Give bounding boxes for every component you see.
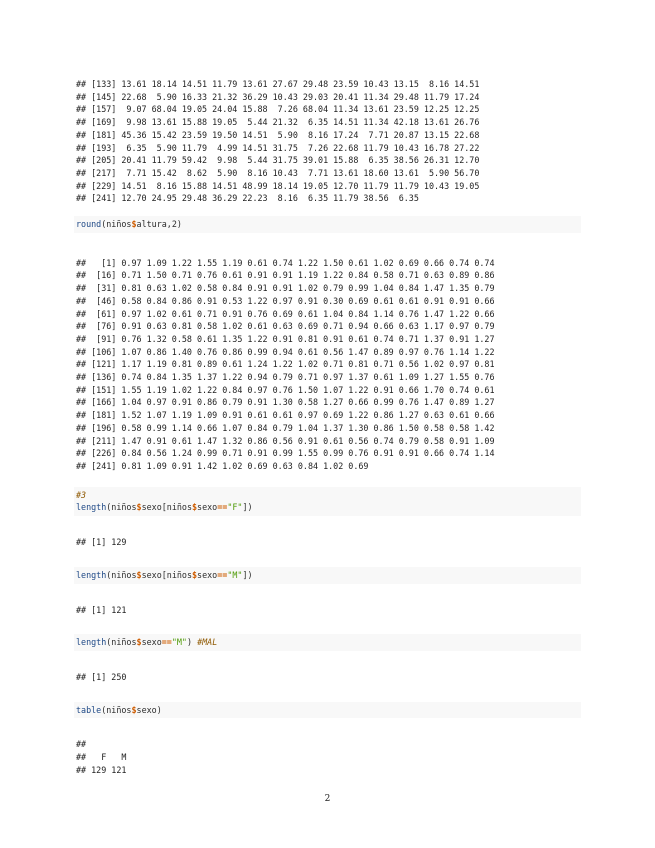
code-text: ) (186, 637, 198, 648)
output-line: ## [181] 45.36 15.42 23.59 19.50 14.51 5.90 8.16 17.24 7.71 20.87 13.15 22.68 (76, 129, 480, 140)
code-round-altura (74, 216, 581, 233)
code-text: (niños (101, 219, 132, 230)
code-operator: $ (136, 569, 142, 580)
code-function: table (76, 704, 102, 715)
code-function: length (76, 637, 107, 648)
output-line: ## 129 121 (76, 764, 127, 775)
output-line: ## [31] 0.81 0.63 1.02 0.58 0.84 0.91 0.91 1.02 0.79 0.99 1.04 0.84 1.47 1.35 0.79 (76, 283, 495, 294)
code-text: sexo (197, 502, 218, 513)
output-line: ## [61] 0.97 1.02 0.61 0.71 0.91 0.76 0.69 0.61 1.04 0.84 1.14 0.76 1.47 1.22 0.66 (76, 308, 495, 319)
code-string: "M" (171, 637, 187, 648)
code-operator: $ (136, 502, 142, 513)
output-line: ## [226] 0.84 0.56 1.24 0.99 0.71 0.91 0.99 1.55 0.99 0.76 0.91 0.91 0.66 0.74 1.14 (76, 448, 495, 459)
code-operator: $ (131, 219, 137, 230)
output-line: ## [241] 12.70 24.95 29.48 36.29 22.23 8.16 6.35 11.79 38.56 6.35 (76, 193, 419, 204)
code-length-mal (74, 634, 581, 651)
code-comment: #3 (76, 489, 87, 500)
code-text: sexo) (136, 704, 162, 715)
output-line: ## [205] 20.41 11.79 59.42 9.98 5.44 31.75 39.01 15.88 6.35 38.56 26.31 12.70 (76, 155, 480, 166)
code-text: sexo[niños (141, 502, 192, 513)
output-line: ## [121] 1.17 1.19 0.81 0.89 0.61 1.24 1.22 1.02 0.71 0.81 0.71 0.56 1.02 0.97 0.81 (76, 359, 495, 370)
output-line: ## [145] 22.68 5.90 16.33 21.32 36.29 10.43 29.03 20.41 11.34 29.48 11.79 17.24 (76, 91, 480, 102)
code-comment: #MAL (197, 637, 218, 648)
page-number: 2 (324, 794, 331, 804)
output-line: ## [157] 9.07 68.04 19.05 24.04 15.88 7.26 68.04 11.34 13.61 23.59 12.25 12.25 (76, 104, 480, 115)
output-line: ## [91] 0.76 1.32 0.58 0.61 1.35 1.22 0.91 0.81 0.91 0.61 0.74 0.71 1.37 0.91 1.27 (76, 333, 495, 344)
output-line: ## [151] 1.55 1.19 1.02 1.22 0.84 0.97 0.76 1.50 1.07 1.22 0.91 0.66 1.70 0.74 0.61 (76, 384, 495, 395)
output-line: ## [211] 1.47 0.91 0.61 1.47 1.32 0.86 0.56 0.91 0.61 0.56 0.74 0.79 0.58 0.91 1.09 (76, 435, 495, 446)
output-table-block (76, 738, 581, 776)
code-text: (niños (106, 502, 137, 513)
output-line: ## [169] 9.98 13.61 15.88 19.05 5.44 21.32 6.35 14.51 11.34 42.18 13.61 26.76 (76, 117, 480, 128)
output-line: ## [217] 7.71 15.42 8.62 5.90 8.16 10.43 7.71 13.61 18.60 13.61 5.90 56.70 (76, 167, 480, 178)
output-line: ## [136] 0.74 0.84 1.35 1.37 1.22 0.94 0.79 0.71 0.97 1.37 0.61 1.09 1.27 1.55 0.76 (76, 372, 495, 383)
output-line: ## F M (76, 752, 127, 763)
code-table (74, 702, 581, 719)
output-peso-block (76, 78, 581, 205)
code-function: length (76, 569, 107, 580)
code-length-f (74, 487, 581, 516)
page-content (76, 78, 581, 776)
code-function: round (76, 219, 102, 230)
code-text: sexo[niños (141, 569, 192, 580)
output-f: ## [1] 129 (76, 537, 127, 548)
code-operator: == (217, 502, 228, 513)
code-text: sexo (197, 569, 218, 580)
code-operator: $ (192, 569, 198, 580)
code-text: (niños (106, 569, 137, 580)
code-text: (niños (101, 704, 132, 715)
output-line: ## [133] 13.61 18.14 14.51 11.79 13.61 27.67 29.48 23.59 10.43 13.15 8.16 14.51 (76, 79, 480, 89)
output-line: ## [16] 0.71 1.50 0.71 0.76 0.61 0.91 0.91 1.19 1.22 0.84 0.58 0.71 0.63 0.89 0.86 (76, 270, 495, 281)
output-altura-block (76, 257, 581, 473)
output-line: ## [166] 1.04 0.97 0.91 0.86 0.79 0.91 1.30 0.58 1.27 0.66 0.99 0.76 1.47 0.89 1.27 (76, 397, 495, 408)
code-string: "F" (227, 502, 243, 513)
output-m: ## [1] 121 (76, 604, 127, 615)
code-operator: $ (192, 502, 198, 513)
code-text: altura,2) (136, 219, 182, 230)
output-line: ## [76] 0.91 0.63 0.81 0.58 1.02 0.61 0.63 0.69 0.71 0.94 0.66 0.63 1.17 0.97 0.79 (76, 321, 495, 332)
code-text: ]) (242, 569, 253, 580)
output-line: ## [181] 1.52 1.07 1.19 1.09 0.91 0.61 0.61 0.97 0.69 1.22 0.86 1.27 0.63 0.61 0.66 (76, 410, 495, 421)
code-text: (niños (106, 637, 137, 648)
code-text: ]) (242, 502, 253, 513)
code-length-m (74, 567, 581, 584)
output-line: ## [46] 0.58 0.84 0.86 0.91 0.53 1.22 0.97 0.91 0.30 0.69 0.61 0.61 0.91 0.91 0.66 (76, 295, 495, 306)
code-operator: $ (131, 704, 137, 715)
code-operator: == (217, 569, 228, 580)
code-string: "M" (227, 569, 243, 580)
output-line: ## [241] 0.81 1.09 0.91 1.42 1.02 0.69 0.63 0.84 1.02 0.69 (76, 460, 369, 471)
output-line: ## [1] 0.97 1.09 1.22 1.55 1.19 0.61 0.74 1.22 1.50 0.61 1.02 0.69 0.66 0.74 0.74 (76, 257, 495, 268)
code-function: length (76, 502, 107, 513)
output-line: ## (76, 739, 87, 750)
output-line: ## [229] 14.51 8.16 15.88 14.51 48.99 18.14 19.05 12.70 11.79 11.79 10.43 19.05 (76, 180, 480, 191)
output-mal: ## [1] 250 (76, 671, 127, 682)
code-text: sexo (141, 637, 162, 648)
code-operator: == (161, 637, 172, 648)
code-operator: $ (136, 637, 142, 648)
output-line: ## [196] 0.58 0.99 1.14 0.66 1.07 0.84 0.79 1.04 1.37 1.30 0.86 1.50 0.58 0.58 1.42 (76, 422, 495, 433)
output-line: ## [106] 1.07 0.86 1.40 0.76 0.86 0.99 0.94 0.61 0.56 1.47 0.89 0.97 0.76 1.14 1.22 (76, 346, 495, 357)
output-line: ## [193] 6.35 5.90 11.79 4.99 14.51 31.75 7.26 22.68 11.79 10.43 16.78 27.22 (76, 142, 480, 153)
